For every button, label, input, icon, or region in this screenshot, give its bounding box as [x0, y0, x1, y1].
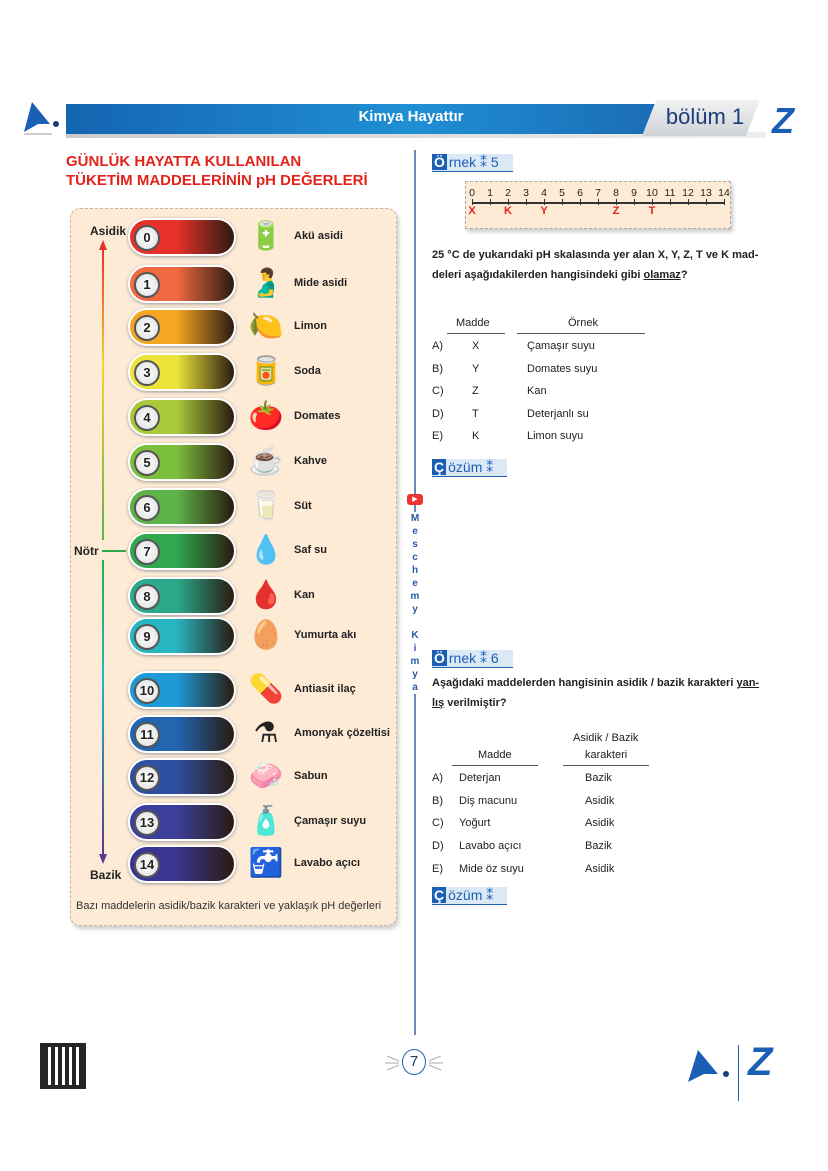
- substance-label: Sabun: [294, 770, 328, 782]
- channel-name-vertical: [409, 512, 421, 694]
- vertical-letter: c: [412, 552, 418, 563]
- tick-mark: [598, 199, 599, 205]
- header-title: Kimya Hayattır: [358, 108, 464, 125]
- question-5-text: [432, 245, 772, 285]
- substance-icon: 💊: [248, 673, 284, 704]
- vertical-letter: i: [413, 643, 417, 654]
- ph-value: 2: [134, 315, 160, 341]
- ph-value: 8: [134, 584, 160, 610]
- question-line: [432, 673, 772, 693]
- ph-bar-6: [128, 488, 236, 526]
- ph-bar-10: [128, 671, 236, 709]
- option-letter[interactable]: A): [432, 772, 443, 784]
- ph-value: 13: [134, 810, 160, 836]
- ph-bar-11: [128, 715, 236, 753]
- label-initial: Ç: [434, 459, 445, 475]
- solution-6-label: [432, 887, 507, 905]
- option-madde: Diş macunu: [459, 794, 518, 807]
- header-rule: [517, 333, 645, 334]
- option-karakter: Asidik: [585, 794, 615, 807]
- table-header-madde: Madde: [478, 749, 512, 761]
- substance-icon: 🚰: [248, 847, 284, 878]
- ph-bar-5: [128, 443, 236, 481]
- youtube-icon[interactable]: ▶: [407, 494, 423, 505]
- acid-base-arrow: [90, 240, 130, 870]
- tick-label: 8: [613, 187, 619, 199]
- vertical-letter: e: [412, 578, 418, 589]
- acidic-label: Asidik: [90, 224, 127, 238]
- label-initial: Ö: [434, 154, 445, 170]
- ph-value: 4: [134, 405, 160, 431]
- option-madde: Deterjan: [459, 772, 501, 784]
- option-letter[interactable]: A): [432, 340, 443, 352]
- option-letter[interactable]: B): [432, 794, 443, 807]
- option-madde: X: [472, 340, 480, 352]
- vertical-letter: h: [411, 565, 419, 576]
- substance-icon: 🍅: [248, 400, 284, 431]
- option-letter[interactable]: D): [432, 840, 444, 853]
- substance-icon: 🩸: [248, 579, 284, 610]
- tick-label: 6: [577, 187, 583, 199]
- label-rest: rnek ⁑ 5: [448, 154, 499, 170]
- ph-value: 3: [134, 360, 160, 386]
- page-number: 7: [402, 1049, 426, 1075]
- substance-label: Soda: [294, 365, 321, 377]
- tick-label: 14: [718, 187, 730, 199]
- substance-label: Kahve: [294, 455, 328, 467]
- option-madde: Z: [472, 385, 479, 397]
- publisher-logo-icon: [18, 100, 62, 136]
- vertical-letter: y: [412, 669, 418, 680]
- vertical-letter: M: [410, 513, 420, 524]
- tick-label: 4: [541, 187, 547, 199]
- ph-bar-1: [128, 265, 236, 303]
- option-letter[interactable]: C): [432, 385, 444, 397]
- q-emphasis: yan-: [736, 677, 760, 689]
- vertical-letter: y: [412, 604, 418, 615]
- point-T: T: [648, 205, 656, 217]
- option-ornek: Kan: [527, 385, 547, 397]
- label-rest: özüm ⁑: [448, 887, 494, 903]
- header-rule: [563, 765, 649, 766]
- substance-label: Çamaşır suyu: [294, 815, 367, 827]
- point-Z: Z: [612, 205, 620, 217]
- tick-mark: [670, 199, 671, 205]
- question-line: 25 °C de yukarıdaki pH skalasında yer alan X, Y, Z, T ve K mad-: [432, 249, 759, 261]
- tick-label: 1: [487, 187, 493, 199]
- example-5-label: [432, 154, 513, 172]
- vertical-letter: e: [412, 526, 418, 537]
- vertical-letter: [409, 616, 421, 629]
- option-letter[interactable]: B): [432, 362, 443, 375]
- tick-label: 2: [505, 187, 511, 199]
- ph-value: 7: [134, 539, 160, 565]
- title-line: GÜNLÜK HAYATTA KULLANILAN: [66, 153, 302, 170]
- substance-label: Amonyak çözeltisi: [294, 727, 390, 739]
- substance-label: Limon: [294, 320, 327, 332]
- tick-label: 0: [469, 187, 475, 199]
- option-letter[interactable]: D): [432, 407, 444, 420]
- ph-value: 1: [134, 272, 160, 298]
- q-text: Aşağıdaki maddelerden hangisinin asidik / bazik karakteri: [432, 677, 737, 689]
- q-text: verilmiştir?: [444, 697, 507, 709]
- section-label: bölüm 1: [665, 104, 745, 129]
- tick-label: 9: [631, 187, 637, 199]
- tick-label: 7: [595, 187, 601, 199]
- ph-bar-0: [128, 218, 236, 256]
- substance-icon: 🔋: [248, 220, 284, 251]
- substance-label: Kan: [294, 589, 315, 601]
- tick-mark: [526, 199, 527, 205]
- option-letter[interactable]: C): [432, 817, 444, 830]
- option-karakter: Asidik: [585, 817, 615, 830]
- substance-icon: 🥚: [248, 619, 284, 650]
- section-title: [66, 152, 368, 190]
- option-ornek: Çamaşır suyu: [527, 340, 595, 352]
- substance-icon: 💧: [248, 534, 284, 565]
- tick-label: 12: [682, 187, 694, 199]
- substance-label: Yumurta akı: [294, 629, 357, 641]
- vertical-letter: a: [412, 682, 418, 693]
- vertical-letter: m: [410, 591, 420, 602]
- example-6-label: [432, 650, 513, 668]
- option-ornek: Limon suyu: [527, 430, 584, 442]
- z-logo-icon: Z: [748, 1040, 773, 1084]
- option-karakter: Asidik: [585, 862, 615, 875]
- substance-icon: 🥫: [248, 355, 284, 386]
- option-madde: Mide öz suyu: [459, 862, 524, 875]
- substance-icon: 🍋: [248, 310, 284, 341]
- label-initial: Ç: [434, 887, 445, 903]
- tick-mark: [562, 199, 563, 205]
- substance-icon: ☕: [248, 445, 284, 476]
- option-madde: Lavabo açıcı: [459, 840, 522, 853]
- ph-value: 6: [134, 495, 160, 521]
- option-ornek: Deterjanlı su: [527, 407, 589, 420]
- q-text: deleri aşağıdakilerden hangisindeki gibi: [432, 269, 644, 281]
- q-text: ?: [680, 269, 688, 281]
- title-line: TÜKETİM MADDELERİNİN pH DEĞERLERİ: [66, 172, 368, 189]
- tick-label: 3: [523, 187, 529, 199]
- question-line: [432, 693, 772, 713]
- ph-bar-12: [128, 758, 236, 796]
- ph-value: 9: [134, 624, 160, 650]
- substance-label: Mide asidi: [294, 277, 348, 289]
- tick-label: 5: [559, 187, 565, 199]
- ph-bar-3: [128, 353, 236, 391]
- ph-value: 11: [134, 722, 160, 748]
- substance-icon: 🫃: [248, 267, 284, 298]
- ph-bar-4: [128, 398, 236, 436]
- substance-icon: ⚗: [253, 717, 279, 748]
- option-letter[interactable]: E): [432, 430, 443, 442]
- ph-value: 12: [134, 765, 160, 791]
- solution-5-label: [432, 459, 507, 477]
- point-K: K: [504, 205, 512, 217]
- ph-bar-7: [128, 532, 236, 570]
- option-madde: Y: [472, 362, 480, 375]
- question-6-text: [432, 673, 772, 713]
- header-rule: [452, 765, 538, 766]
- substance-label: Lavabo açıcı: [294, 857, 361, 869]
- substance-label: Saf su: [294, 544, 328, 556]
- option-karakter: Bazik: [585, 772, 612, 784]
- substance-icon: 🥛: [248, 490, 284, 521]
- z-logo-icon: Z: [772, 100, 794, 141]
- point-Y: Y: [540, 205, 548, 217]
- ph-value: 0: [134, 225, 160, 251]
- ph-bar-2: [128, 308, 236, 346]
- table-header-ornek: Örnek: [568, 317, 598, 329]
- ph-bar-8: [128, 577, 236, 615]
- header-rule: [447, 333, 505, 334]
- label-rest: rnek ⁑ 6: [448, 650, 499, 666]
- ph-value: 14: [134, 852, 160, 878]
- tick-mark: [634, 199, 635, 205]
- option-madde: T: [472, 407, 479, 420]
- ph-value: 5: [134, 450, 160, 476]
- substance-label: Akü asidi: [294, 230, 343, 242]
- tick-label: 10: [646, 187, 658, 199]
- tick-label: 13: [700, 187, 712, 199]
- ph-bar-9: [128, 617, 236, 655]
- tick-label: 11: [664, 187, 676, 199]
- tick-mark: [490, 199, 491, 205]
- publisher-logo-icon: [682, 1048, 732, 1088]
- vertical-letter: m: [410, 656, 420, 667]
- footer-divider: [738, 1045, 739, 1101]
- option-madde: K: [472, 430, 480, 442]
- table-header-karakter: Asidik / Bazik: [573, 732, 639, 744]
- label-rest: özüm ⁑: [448, 459, 494, 475]
- label-initial: Ö: [434, 650, 445, 666]
- vertical-letter: s: [412, 539, 418, 550]
- chart-caption: Bazı maddelerin asidik/bazik karakteri ve yaklaşık pH değerleri: [76, 900, 382, 912]
- substance-icon: 🧼: [248, 760, 284, 791]
- ph-bar-14: [128, 845, 236, 883]
- table-header-karakter: karakteri: [585, 749, 628, 761]
- option-letter[interactable]: E): [432, 862, 443, 875]
- option-karakter: Bazik: [585, 840, 612, 853]
- tick-mark: [706, 199, 707, 205]
- q-emphasis: lış: [432, 697, 445, 709]
- substance-label: Domates: [294, 410, 341, 422]
- substance-label: Süt: [294, 500, 312, 512]
- ph-value: 10: [134, 678, 160, 704]
- neutral-label: Nötr: [74, 544, 99, 558]
- basic-label: Bazik: [90, 868, 122, 882]
- point-X: X: [468, 205, 476, 217]
- substance-icon: 🧴: [248, 805, 284, 836]
- tick-mark: [580, 199, 581, 205]
- option-madde: Yoğurt: [459, 817, 491, 830]
- substance-label: Antiasit ilaç: [294, 683, 356, 695]
- vertical-letter: K: [411, 630, 419, 641]
- ph-bar-13: [128, 803, 236, 841]
- question-line: [432, 265, 772, 285]
- option-ornek: Domates suyu: [527, 362, 598, 375]
- table-header-madde: Madde: [456, 317, 490, 329]
- ph-number-line: [465, 181, 731, 229]
- q-emphasis: olamaz: [643, 269, 681, 281]
- tick-mark: [688, 199, 689, 205]
- qr-code[interactable]: [40, 1043, 86, 1089]
- tick-mark: [724, 199, 725, 205]
